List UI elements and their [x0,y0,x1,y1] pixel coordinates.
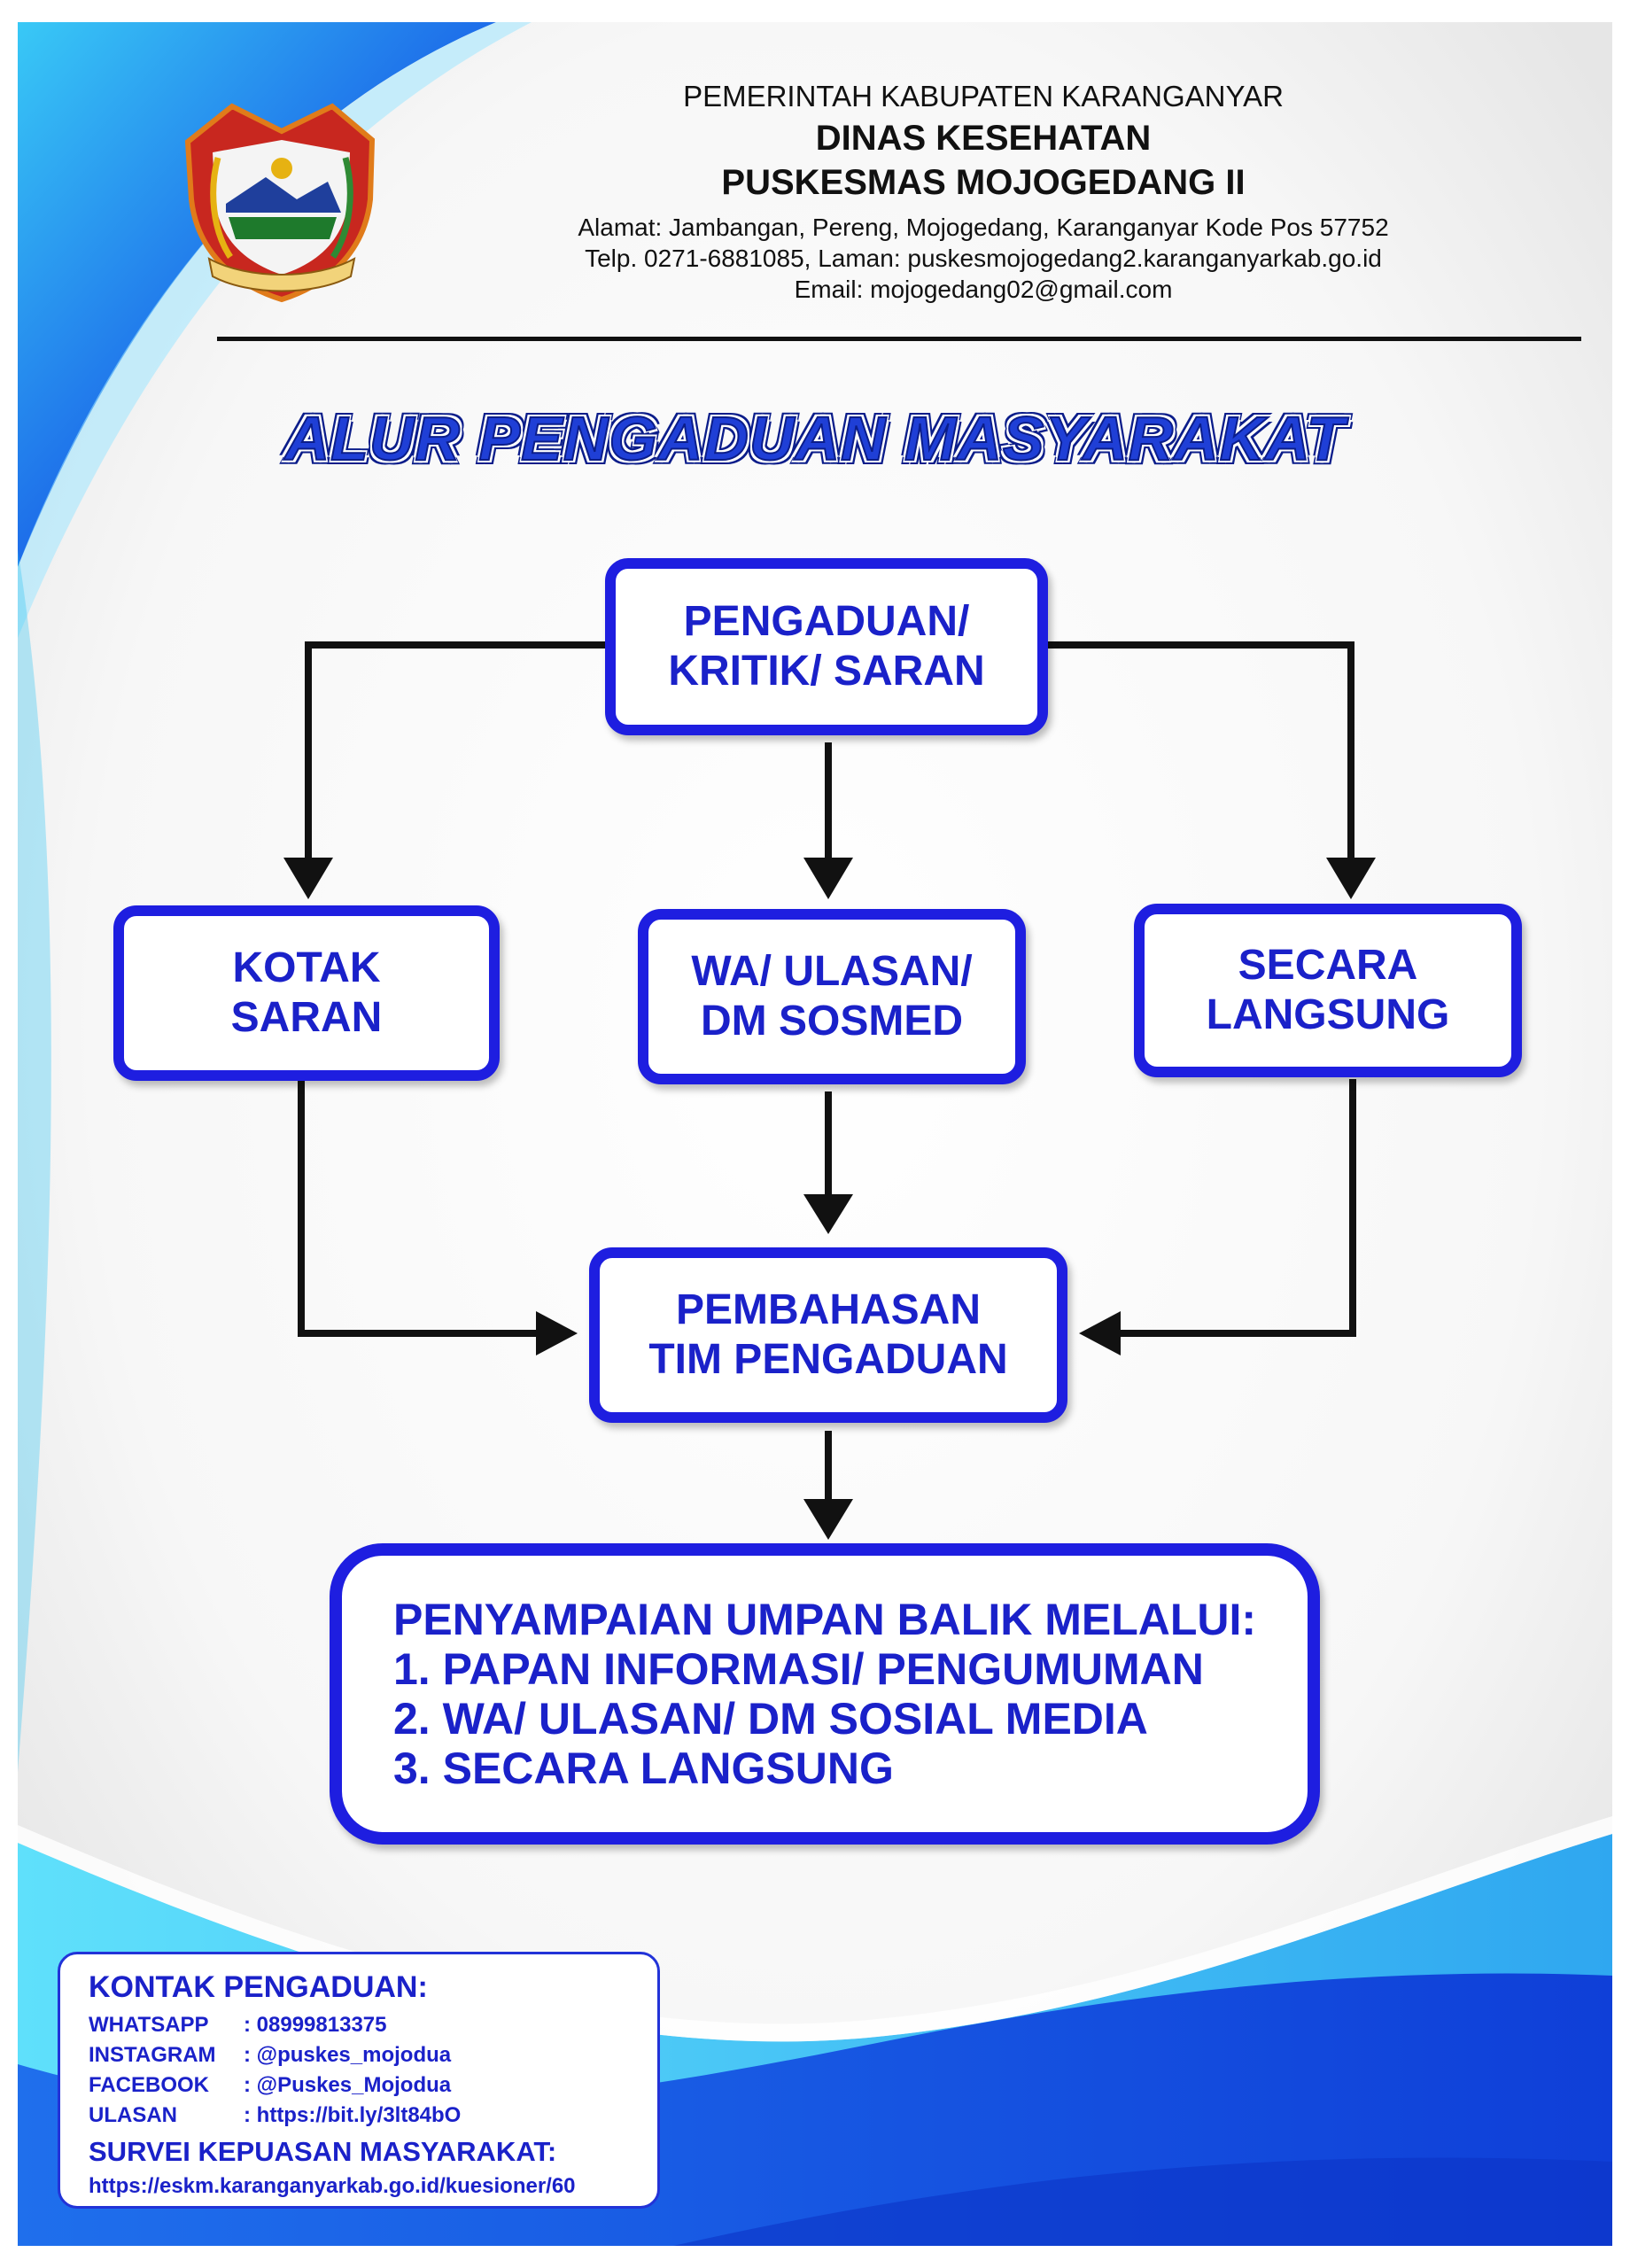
flow-box-wa-ulasan-line-1: WA/ ULASAN/ [691,948,973,995]
contact-panel [58,1952,660,2209]
flow-box-wa-ulasan [638,909,1026,1084]
contact-value: : 08999813375 [244,2013,387,2037]
contact-value: : @puskes_mojodua [244,2043,452,2067]
header-divider [217,337,1581,341]
feedback-item-1: 1. PAPAN INFORMASI/ PENGUMUMAN [393,1644,1204,1694]
flow-box-review [589,1247,1067,1423]
contact-row-instagram [89,2043,451,2068]
flow-box-kotak-saran-line-1: KOTAK [232,944,381,991]
survey-heading: SURVEI KEPUASAN MASYARAKAT: [89,2136,557,2167]
flow-box-start-line-2: KRITIK/ SARAN [668,648,985,695]
contact-value[interactable]: : https://bit.ly/3lt84bO [244,2103,462,2127]
survey-link[interactable]: https://eskm.karanganyarkab.go.id/kuesioner/60 [89,2174,576,2198]
poster-title: ALUR PENGADUAN MASYARAKAT [284,404,1346,473]
flow-box-review-line-2: TIM PENGADUAN [648,1336,1008,1383]
header-government: PEMERINTAH KABUPATEN KARANGANYAR [683,80,1284,113]
feedback-item-3: 3. SECARA LANGSUNG [393,1744,894,1793]
flow-box-secara-langsung-line-1: SECARA [1238,942,1418,989]
contact-label: FACEBOOK [89,2073,210,2097]
flow-box-start [605,558,1048,735]
flow-box-review-line-1: PEMBAHASAN [675,1286,981,1333]
contact-heading: KONTAK PENGADUAN: [89,1970,428,2004]
header-phone-web: Telp. 0271-6881085, Laman: puskesmojogedang2.karanganyarkab.go.id [585,245,1382,272]
flow-box-secara-langsung [1134,904,1522,1077]
flow-box-wa-ulasan-line-2: DM SOSMED [700,998,963,1045]
feedback-item-2: 2. WA/ ULASAN/ DM SOSIAL MEDIA [393,1694,1148,1744]
header-address: Alamat: Jambangan, Pereng, Mojogedang, Karanganyar Kode Pos 57752 [578,214,1389,241]
flow-box-kotak-saran-line-2: SARAN [230,994,383,1041]
flow-box-secara-langsung-line-2: LANGSUNG [1206,991,1450,1038]
header-department: DINAS KESEHATAN [815,119,1152,158]
contact-row-whatsapp [89,2013,386,2038]
contact-row-facebook [89,2073,451,2098]
contact-row-ulasan [89,2103,461,2128]
header-unit: PUSKESMAS MOJOGEDANG II [721,163,1246,202]
contact-label: ULASAN [89,2103,177,2127]
contact-label: INSTAGRAM [89,2043,216,2067]
contact-label: WHATSAPP [89,2013,209,2037]
feedback-heading: PENYAMPAIAN UMPAN BALIK MELALUI: [393,1595,1257,1644]
header-email: Email: mojogedang02@gmail.com [794,276,1173,303]
flow-box-feedback [330,1543,1320,1845]
karanganyar-logo-icon [188,106,372,299]
flow-box-start-line-1: PENGADUAN/ [683,598,970,645]
flow-box-kotak-saran [113,905,500,1081]
contact-value: : @Puskes_Mojodua [244,2073,452,2097]
